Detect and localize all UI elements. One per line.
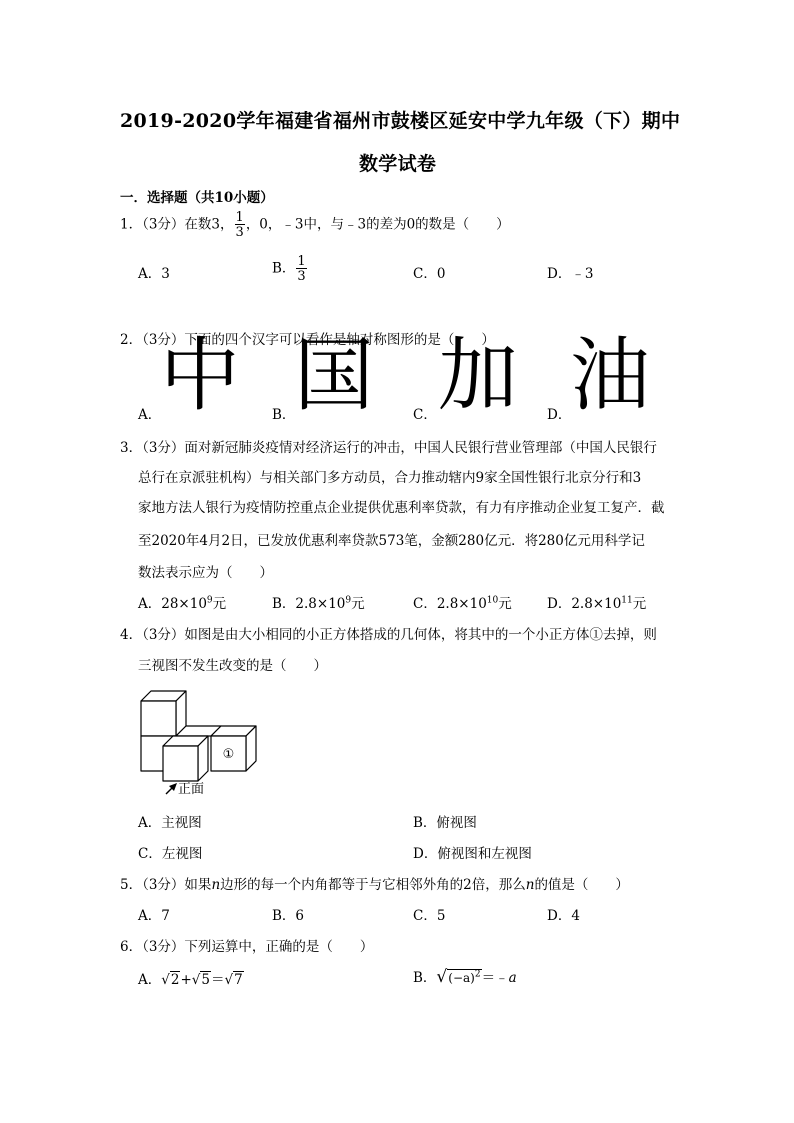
q6-b-var: a [508,970,517,986]
q3-a-pre: A．28×10 [138,596,207,612]
q6-a-plus: + [180,972,192,988]
q6-a-equals: ＝ [210,972,225,988]
question-1-stem [120,211,510,239]
q6-option-b [413,966,517,987]
question-3-line-5: 数法表示应为（ ） [138,565,273,581]
cube-top-front-face [141,701,176,736]
q1-option-a: A．3 [138,266,170,282]
q1-option-b [272,255,308,283]
q2-option-a-label: A． [138,407,162,423]
q1-frac-den: 3 [235,225,244,240]
q3-b-exp: 9 [345,595,352,606]
q1-option-b-label: B． [272,260,296,277]
q4-option-a: A．主视图 [138,815,202,831]
q6-b-equals: ＝﹣ [481,970,509,986]
q4-option-d: D．俯视图和左视图 [413,846,532,862]
q1-option-b-fraction [296,255,306,283]
q6-b-label: B． [413,970,437,986]
question-3-line-4: 至2020年4月2日，已发放优惠利率贷款573笔，金额280亿元．将280亿元用科学记 [138,533,645,549]
q5-var-n1: n [211,877,221,893]
q4-option-b: B．俯视图 [413,815,477,831]
q1-fraction [235,211,245,239]
section-heading: 一．选择题（共10小题） [120,190,274,206]
question-6-stem: 6．（3分）下列运算中，正确的是（ ） [120,939,374,955]
q2-option-a-char: 中 [160,329,240,422]
q1-option-b-num: 1 [297,254,306,269]
q3-a-exp: 9 [206,595,213,606]
q3-a-post: 元 [212,596,227,612]
q2-option-d-char: 油 [570,329,650,422]
q1-stem-suffix: ，0，﹣3中，与﹣3的差为0的数是（ ） [245,216,510,233]
cube-front-face [163,746,198,781]
q2-option-b-char: 国 [294,329,374,422]
q3-option-a [138,592,226,612]
q6-a-radicand-2: 5 [201,972,210,988]
q3-b-post: 元 [351,596,365,612]
doc-title-line1: 2019-2020学年福建省福州市鼓楼区延安中学九年级（下）期中 [120,110,681,132]
q5-option-d: D．4 [547,908,580,924]
q2-option-d-label: D． [547,407,572,423]
q4-option-c: C．左视图 [138,846,203,862]
q1-stem-prefix: 1．（3分）在数3， [120,216,234,233]
q6-b-radicand [447,969,481,986]
q6-a-radicand-1: 2 [170,972,180,988]
q6-a-sqrt-2: √2 [161,972,180,988]
doc-title-line2: 数学试卷 [359,153,437,175]
q3-option-d [547,592,646,612]
question-3-line-3: 家地方法人银行为疫情防控重点企业提供优惠利率贷款，有力有序推动企业复工复产．截 [138,500,665,516]
q5-stem-pre: 5．（3分）如果 [120,877,212,893]
q1-option-b-den: 3 [297,269,306,284]
q5-option-b: B．6 [272,908,305,924]
q6-option-a [138,968,244,988]
q6-a-label: A． [138,972,162,988]
q1-option-d: D．﹣3 [547,266,594,282]
q2-option-c-char: 加 [438,329,518,422]
q3-c-exp: 10 [486,595,499,606]
q6-b-exp: 2 [474,969,481,980]
q5-stem-mid: 边形的每一个内角都等于与它相邻外角的2倍，那么 [220,877,526,893]
q5-var-n2: n [525,877,535,893]
q3-option-c [413,592,512,612]
q3-option-b [272,592,365,612]
question-5-stem [120,873,629,893]
q1-option-c: C．0 [413,266,446,282]
question-3-line-1: 3．（3分）面对新冠肺炎疫情对经济运行的冲击，中国人民银行营业管理部（中国人民银行 [120,440,657,456]
question-4-line-1: 4．（3分）如图是由大小相同的小正方体搭成的几何体，将其中的一个小正方体①去掉，则 [120,627,657,643]
q4-front-label: 正面 [178,782,205,797]
q6-b-sqrt: $√(-a)^2$ [436,967,481,987]
q2-option-c-label: C． [413,407,437,423]
q2-option-b-label: B． [272,407,296,423]
q6-b-inner: (−a) [448,971,475,985]
question-4-line-2: 三视图不发生改变的是（ ） [138,658,327,674]
cube-mark-label: ① [222,747,235,762]
q5-stem-post: 的值是（ ） [534,877,629,893]
q3-b-pre: B．2.8×10 [272,596,346,612]
question-3-line-2: 总行在京派驻机构）与相关部门多方动员，合力推动辖内9家全国性银行北京分行和3 [138,470,642,486]
q6-a-radicand-3: 7 [234,972,243,988]
q5-option-a: A．7 [138,908,170,924]
q3-d-pre: D．2.8×10 [547,596,622,612]
q6-a-sqrt-7: √7 [224,972,243,988]
q3-d-post: 元 [632,596,647,612]
q5-option-c: C．5 [413,908,446,924]
q1-frac-num: 1 [235,210,244,225]
q3-d-exp: 11 [621,595,633,606]
q3-c-post: 元 [498,596,512,612]
question-2-stem: 2．（3分）下面的四个汉字可以看作是轴对称图形的是（ ） [120,332,495,348]
q3-c-pre: C．2.8×10 [413,596,487,612]
q6-a-sqrt-5: √5 [191,972,210,988]
